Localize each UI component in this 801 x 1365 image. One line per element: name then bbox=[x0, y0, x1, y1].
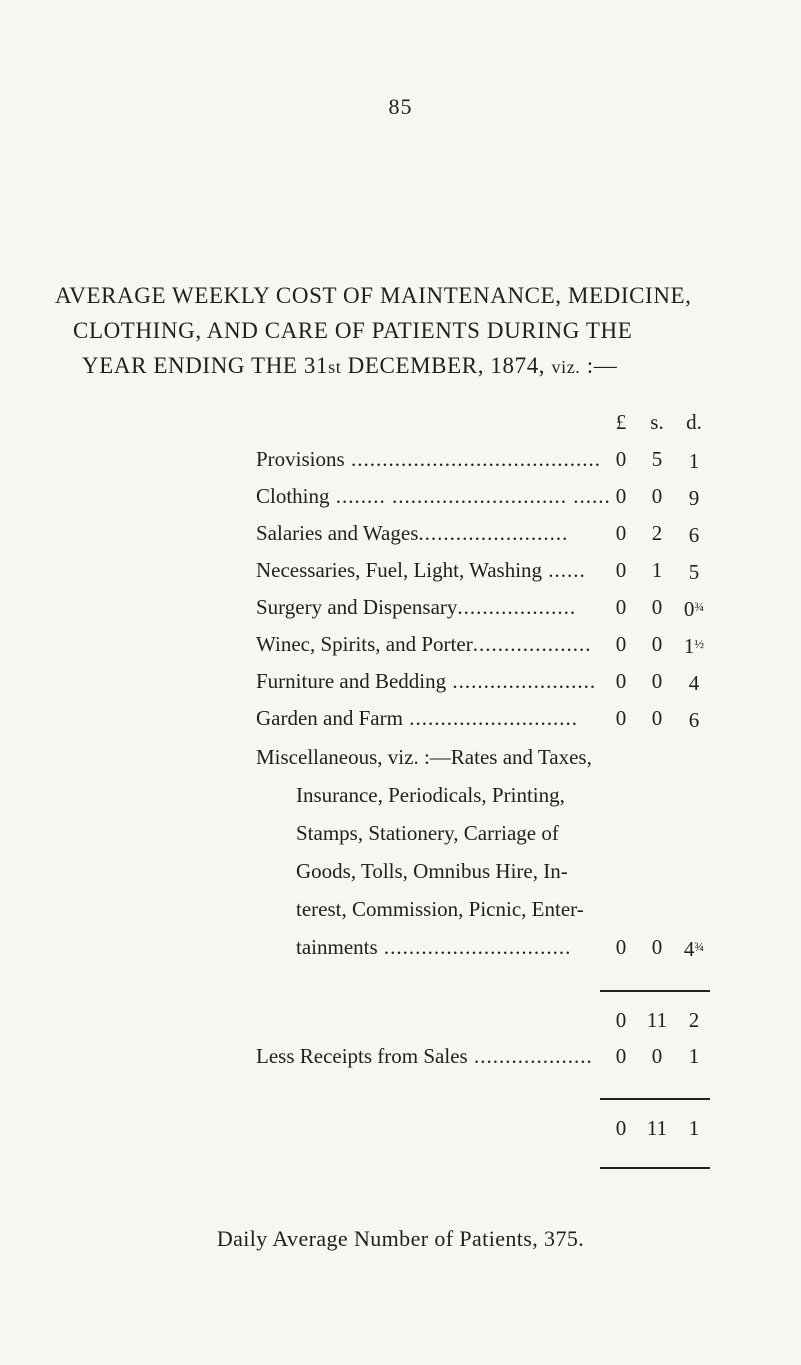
table-row bbox=[0, 626, 801, 662]
row-shillings: 0 bbox=[651, 669, 663, 693]
table-row bbox=[0, 441, 801, 477]
row-pence: 1 bbox=[688, 449, 700, 473]
row-pounds: 0 bbox=[615, 669, 627, 693]
misc-line: Stamps, Stationery, Carriage of bbox=[296, 821, 559, 845]
row-label: Provisions ........................................ bbox=[256, 447, 601, 471]
row-shillings: 0 bbox=[651, 706, 663, 730]
receipts-row bbox=[0, 1038, 801, 1074]
subtotal-shillings: 11 bbox=[646, 1008, 668, 1032]
row-pounds: 0 bbox=[615, 558, 627, 582]
row-pounds: 0 bbox=[615, 935, 627, 959]
row-label: tainments .............................. bbox=[296, 935, 572, 959]
misc-line: Goods, Tolls, Omnibus Hire, In- bbox=[296, 859, 568, 883]
table-row bbox=[0, 478, 801, 514]
row-pounds: 0 bbox=[615, 595, 627, 619]
row-pounds: 0 bbox=[615, 706, 627, 730]
misc-line: terest, Commission, Picnic, Enter- bbox=[296, 897, 584, 921]
page-number: 85 bbox=[388, 94, 413, 119]
row-label: Furniture and Bedding ....................... bbox=[256, 669, 597, 693]
heading-line-1: AVERAGE WEEKLY COST OF MAINTENANCE, MEDICINE, bbox=[55, 283, 692, 308]
row-shillings: 0 bbox=[651, 1044, 663, 1068]
row-pounds: 0 bbox=[615, 447, 627, 471]
row-shillings: 1 bbox=[651, 558, 663, 582]
row-shillings: 0 bbox=[651, 484, 663, 508]
row-pence: $0^{\frac{3}{4}}$ bbox=[683, 597, 705, 621]
total-pence: 1 bbox=[688, 1116, 700, 1140]
row-pounds: 0 bbox=[615, 632, 627, 656]
row-pence: 5 bbox=[688, 560, 700, 584]
table-row bbox=[0, 700, 801, 736]
total-row bbox=[0, 1110, 801, 1146]
row-pence: 9 bbox=[688, 486, 700, 510]
row-label: Less Receipts from Sales ................... bbox=[256, 1044, 593, 1068]
row-label: Garden and Farm ........................... bbox=[256, 706, 578, 730]
misc-line: Insurance, Periodicals, Printing, bbox=[296, 783, 565, 807]
row-shillings: 0 bbox=[651, 632, 663, 656]
table-row bbox=[0, 663, 801, 699]
shillings-header: s. bbox=[650, 410, 664, 434]
row-label: Winec, Spirits, and Porter................... bbox=[256, 632, 592, 656]
row-label: Necessaries, Fuel, Light, Washing ...... bbox=[256, 558, 586, 582]
table-row bbox=[0, 552, 801, 588]
subtotal-pounds: 0 bbox=[615, 1008, 627, 1032]
pounds-header: £ bbox=[615, 410, 627, 434]
heading-line-2: CLOTHING, AND CARE OF PATIENTS DURING THE bbox=[73, 318, 633, 343]
row-pence: $1^{\frac{1}{2}}$ bbox=[683, 634, 705, 658]
row-pence: 6 bbox=[688, 523, 700, 547]
row-shillings: 0 bbox=[651, 595, 663, 619]
row-pence: 4 bbox=[688, 671, 700, 695]
row-pence: 1 bbox=[688, 1044, 700, 1068]
column-headers bbox=[0, 404, 801, 440]
pence-header: d. bbox=[686, 410, 702, 434]
row-shillings: 5 bbox=[651, 447, 663, 471]
daily-average-note: Daily Average Number of Patients, 375. bbox=[216, 1226, 585, 1251]
total-pounds: 0 bbox=[615, 1116, 627, 1140]
row-shillings: 2 bbox=[651, 521, 663, 545]
table-heading bbox=[55, 278, 775, 385]
heading-line-3: YEAR ENDING THE 31st DECEMBER, 1874, viz. :— bbox=[82, 353, 618, 378]
row-pounds: 0 bbox=[615, 521, 627, 545]
row-pounds: 0 bbox=[615, 484, 627, 508]
row-label: Salaries and Wages........................ bbox=[256, 521, 569, 545]
row-label: Surgery and Dispensary................... bbox=[256, 595, 577, 619]
table-row bbox=[0, 929, 801, 965]
subtotal-row bbox=[0, 1002, 801, 1038]
table-row bbox=[0, 589, 801, 625]
misc-line: Miscellaneous, viz. :—Rates and Taxes, bbox=[256, 745, 592, 769]
row-pence: 6 bbox=[688, 708, 700, 732]
row-pence: $4^{\frac{3}{4}}$ bbox=[683, 937, 705, 961]
sum-rule bbox=[600, 990, 710, 992]
sum-rule bbox=[600, 1098, 710, 1100]
table-row bbox=[0, 515, 801, 551]
row-shillings: 0 bbox=[651, 935, 663, 959]
total-shillings: 11 bbox=[646, 1116, 668, 1140]
row-pounds: 0 bbox=[615, 1044, 627, 1068]
row-label: Clothing ........ ............................ ...... bbox=[256, 484, 611, 508]
subtotal-pence: 2 bbox=[688, 1008, 700, 1032]
total-rule bbox=[600, 1167, 710, 1169]
